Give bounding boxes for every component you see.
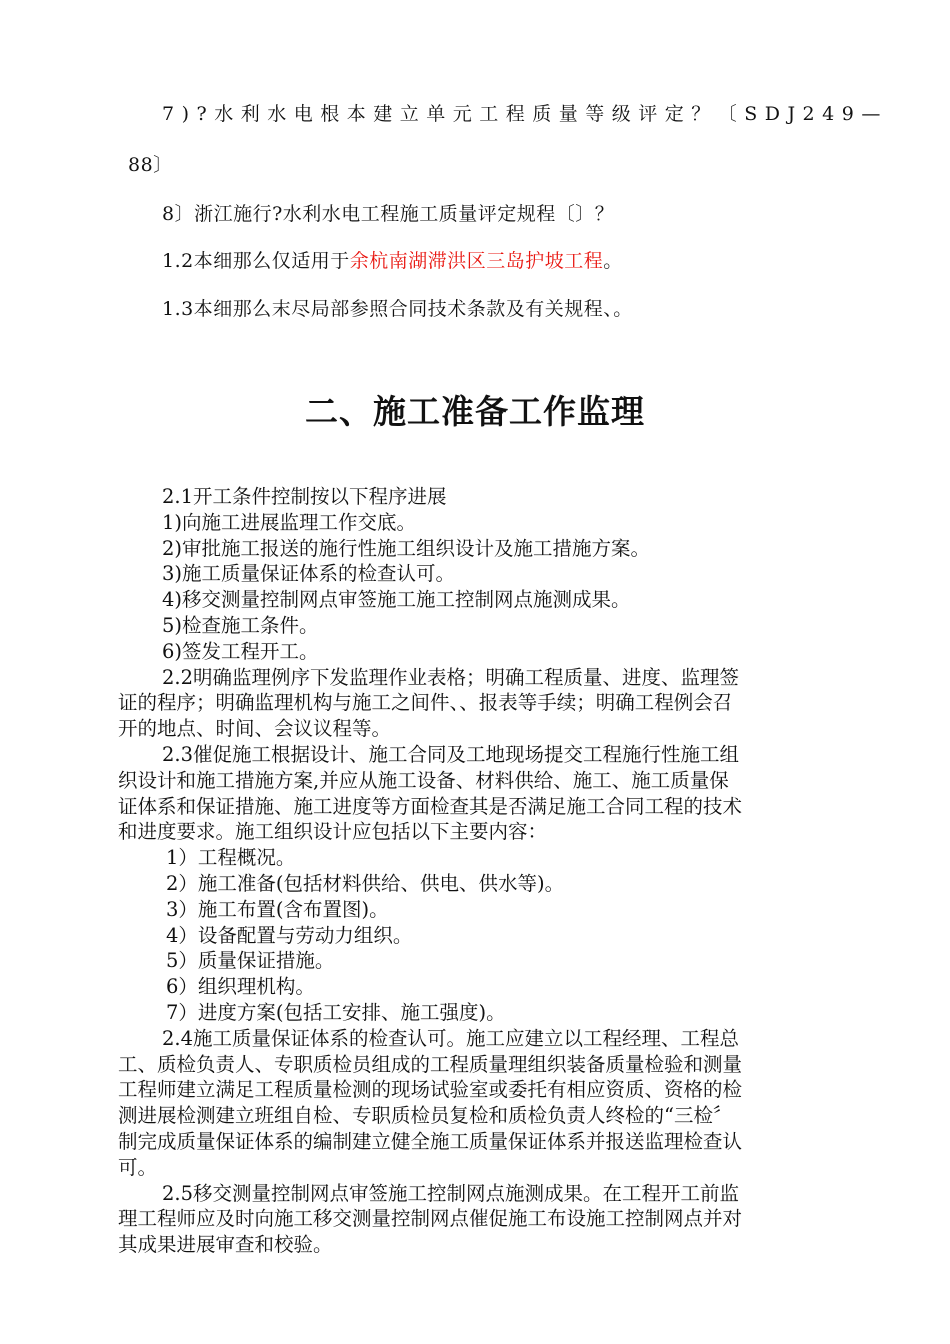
s22-line: 证的程序；明确监理机构与施工之间件、、报表等手续；明确工程例会召 [118, 691, 733, 715]
project-name: 余杭南湖滞洪区三岛护坡工程 [349, 250, 604, 272]
s23-line: 证体系和保证措施、施工进度等方面检查其是否满足施工合同工程的技术 [118, 794, 743, 818]
s25-line: 其成果进展审查和校验。 [118, 1233, 333, 1257]
s22-line: 开的地点、时间、会议议程等。 [118, 717, 392, 741]
s21-item: 4)移交测量控制网点审签施工施工控制网点施测成果。 [162, 588, 631, 612]
s23-item: 6）组织理机构。 [166, 975, 315, 999]
s21-item: 2)审批施工报送的施行性施工组织设计及施工措施方案。 [162, 536, 651, 560]
s23-item: 2）施工准备(包括材料供给、供电、供水等)。 [166, 871, 565, 895]
s24-line: 工、质检负责人、专职质检员组成的工程质量理组织装备质量检验和测量 [118, 1052, 743, 1076]
s25-line: 2.5移交测量控制网点审签施工控制网点施测成果。在工程开工前监 [162, 1181, 740, 1205]
clause-1-2-prefix: 1.2本细那么仅适用于 [162, 250, 350, 272]
clause-1-3: 1.3本细那么末尽局部参照合同技术条款及有关规程、。 [162, 298, 633, 320]
section-title: 二、施工准备工作监理 [305, 392, 645, 431]
s21-title: 2.1开工条件控制按以下程序进展 [162, 485, 447, 508]
s22-line: 2.2明确监理例序下发监理作业表格；明确工程质量、进度、监理签 [162, 665, 740, 689]
item-7-line-2: 88〕 [128, 154, 173, 176]
s23-line: 2.3催促施工根据设计、施工合同及工地现场提交工程施行性施工组 [162, 742, 740, 766]
s23-item: 4）设备配置与劳动力组织。 [166, 923, 413, 947]
clause-1-2 [162, 246, 623, 273]
s24-line: 制完成质量保证体系的编制建立健全施工质量保证体系并报送监理检查认 [118, 1129, 743, 1153]
s23-item: 5）质量保证措施。 [166, 949, 335, 973]
s25-line: 理工程师应及时向施工移交测量控制网点催促施工布设施工控制网点并对 [118, 1207, 743, 1231]
s24-line: 工程师建立满足工程质量检测的现场试验室或委托有相应资质、资格的检 [118, 1078, 743, 1102]
item-8: 8〕浙江施行?水利水电工程施工质量评定规程〔〕？ [162, 203, 615, 225]
s23-item: 7）进度方案(包括工安排、施工强度)。 [166, 1000, 506, 1024]
section-body [118, 484, 838, 1258]
s21-item: 6)签发工程开工。 [162, 639, 319, 663]
item-7-line-1: 7)?水利水电根本建立单元工程质量等级评定？〔SDJ249— [162, 103, 888, 125]
s24-line: 测进展检测建立班组自检、专职质检员复检和质检负责人终检的“三检〞 [118, 1104, 733, 1128]
s23-item: 1）工程概况。 [166, 846, 296, 870]
s21-item: 5)检查施工条件。 [162, 613, 319, 637]
s23-item: 3）施工布置(含布置图)。 [166, 897, 389, 921]
s24-line: 可。 [118, 1155, 158, 1179]
s23-line: 和进度要求。施工组织设计应包括以下主要内容： [118, 820, 548, 844]
s21-item: 3)施工质量保证体系的检查认可。 [162, 562, 456, 586]
s24-line: 2.4施工质量保证体系的检查认可。施工应建立以工程经理、工程总 [162, 1026, 740, 1050]
s21-item: 1)向施工进展监理工作交底。 [162, 510, 417, 534]
clause-1-2-suffix: 。 [603, 250, 623, 272]
s23-line: 织设计和施工措施方案,并应从施工设备、材料供给、施工、施工质量保 [118, 768, 729, 792]
